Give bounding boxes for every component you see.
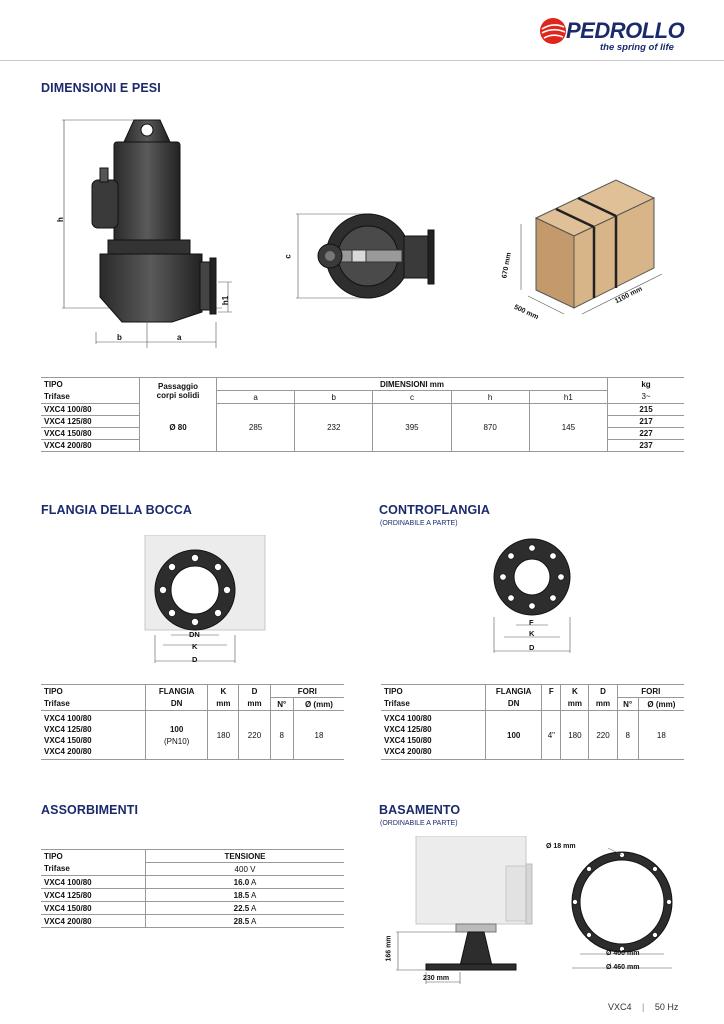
counter-o: 18 xyxy=(638,711,684,760)
flange-model: VXC4 150/80 xyxy=(44,736,92,745)
th-col-h1: h1 xyxy=(529,391,607,404)
th-col-c: c xyxy=(373,391,451,404)
dim-label-a: a xyxy=(177,333,182,342)
header-rule xyxy=(0,60,724,61)
footer-frequency: 50 Hz xyxy=(654,1002,679,1012)
dim-weight: 217 xyxy=(608,416,685,428)
flange-model: VXC4 125/80 xyxy=(44,725,92,734)
counterflange-table xyxy=(381,684,684,760)
counter-d: 220 xyxy=(589,711,617,760)
section-title-absorption: ASSORBIMENTI xyxy=(41,803,139,817)
flange-o: 18 xyxy=(293,711,344,760)
crate-length-label: 1100 mm xyxy=(614,285,644,306)
flange-label-d: D xyxy=(192,655,198,664)
crate-drawing xyxy=(506,168,666,318)
abs-unit: A xyxy=(251,890,257,900)
flange-dn-cell xyxy=(146,711,208,760)
counter-model: VXC4 100/80 xyxy=(384,714,432,723)
flange-model: VXC4 200/80 xyxy=(44,747,92,756)
counterflange-label-d: D xyxy=(529,643,535,652)
dim-label-h: h xyxy=(55,217,65,222)
abs-unit: A xyxy=(251,916,257,926)
th-mm: mm xyxy=(589,698,617,711)
base-width-label: 230 mm xyxy=(423,975,450,982)
counter-models xyxy=(381,711,486,760)
th-flangia: FLANGIA xyxy=(486,685,542,698)
flange-k: 180 xyxy=(208,711,239,760)
dim-label-h1: h1 xyxy=(221,295,231,306)
base-note: (ORDINABILE A PARTE) xyxy=(380,820,458,827)
dim-value-c: 395 xyxy=(373,404,451,452)
th-dn: DN xyxy=(146,698,208,711)
dim-label-b: b xyxy=(117,333,122,342)
dimensions-table xyxy=(41,377,684,452)
counter-model: VXC4 150/80 xyxy=(384,736,432,745)
th-col-a: a xyxy=(217,391,295,404)
th-tipo: TIPO xyxy=(381,685,486,698)
dim-value-h: 870 xyxy=(451,404,529,452)
pump-side-drawing xyxy=(52,112,242,352)
flange-label-dn: DN xyxy=(189,630,200,639)
section-title-dimensions: DIMENSIONI E PESI xyxy=(41,81,161,95)
abs-current-cell xyxy=(146,876,345,889)
abs-model: VXC4 200/80 xyxy=(41,915,146,928)
footer-model: VXC4 xyxy=(608,1002,632,1012)
abs-current: 16.0 xyxy=(233,877,250,887)
counterflange-drawing xyxy=(490,537,575,657)
th-tipo: TIPO xyxy=(41,850,146,863)
th-fori: FORI xyxy=(617,685,684,698)
base-d460-label: Ø 460 mm xyxy=(606,964,640,971)
dim-passage-value: Ø 80 xyxy=(140,404,217,452)
section-title-base: BASAMENTO xyxy=(379,803,461,817)
th-passage-1: Passaggio xyxy=(157,381,198,391)
brand-slogan: the spring of life xyxy=(600,42,674,53)
brand-logo xyxy=(538,14,688,54)
dim-weight: 227 xyxy=(608,428,685,440)
base-stand-drawing xyxy=(386,836,556,986)
brand-name: PEDROLLO xyxy=(566,18,685,43)
th-tipo: TIPO xyxy=(41,378,140,391)
th-dimensions: DIMENSIONI mm xyxy=(217,378,608,391)
globe-icon xyxy=(538,16,568,46)
counterflange-note: (ORDINABILE A PARTE) xyxy=(380,520,458,527)
counter-model: VXC4 200/80 xyxy=(384,747,432,756)
dim-value-h1: 145 xyxy=(529,404,607,452)
abs-unit: A xyxy=(251,903,257,913)
flange-n: 8 xyxy=(270,711,293,760)
th-tipo: TIPO xyxy=(41,685,146,698)
counter-model: VXC4 125/80 xyxy=(384,725,432,734)
counterflange-label-k: K xyxy=(529,629,535,638)
flange-label-k: K xyxy=(192,642,198,651)
th-phase: 3~ xyxy=(608,391,685,404)
dim-row-model: VXC4 100/80 xyxy=(41,404,140,416)
flange-d: 220 xyxy=(239,711,270,760)
counter-n: 8 xyxy=(617,711,638,760)
flange-table xyxy=(41,684,344,760)
flange-models xyxy=(41,711,146,760)
counter-dn: 100 xyxy=(486,711,542,760)
absorption-table xyxy=(41,849,344,928)
base-d400-label: Ø 400 mm xyxy=(606,950,640,957)
th-flangia: FLANGIA xyxy=(146,685,208,698)
dim-label-c: c xyxy=(283,254,293,259)
base-height-label: 166 mm xyxy=(385,935,393,962)
th-d: D xyxy=(589,685,617,698)
abs-current-cell xyxy=(146,915,345,928)
counter-f: 4" xyxy=(542,711,561,760)
counterflange-label-f: F xyxy=(529,618,534,627)
th-blank xyxy=(542,698,561,711)
abs-current: 22.5 xyxy=(233,903,250,913)
th-dn: DN xyxy=(486,698,542,711)
th-passage-2: corpi solidi xyxy=(156,390,200,400)
th-kg: kg xyxy=(608,378,685,391)
footer-separator: | xyxy=(642,1002,645,1012)
th-trifase: Trifase xyxy=(41,698,146,711)
pump-top-drawing xyxy=(292,210,442,302)
th-n: N° xyxy=(270,698,293,711)
abs-current: 28.5 xyxy=(233,916,250,926)
th-o: Ø (mm) xyxy=(293,698,344,711)
th-mm: mm xyxy=(208,698,239,711)
abs-voltage: 400 V xyxy=(146,863,345,876)
flange-model: VXC4 100/80 xyxy=(44,714,92,723)
dim-row-model: VXC4 150/80 xyxy=(41,428,140,440)
abs-unit: A xyxy=(251,877,257,887)
dim-value-a: 285 xyxy=(217,404,295,452)
th-tension: TENSIONE xyxy=(146,850,345,863)
base-hole-label: Ø 18 mm xyxy=(546,843,576,850)
th-mm: mm xyxy=(561,698,589,711)
th-trifase: Trifase xyxy=(41,863,146,876)
abs-current-cell xyxy=(146,902,345,915)
crate-depth-label: 500 mm xyxy=(512,303,540,322)
dim-value-b: 232 xyxy=(295,404,373,452)
th-col-b: b xyxy=(295,391,373,404)
th-fori: FORI xyxy=(270,685,344,698)
th-mm: mm xyxy=(239,698,270,711)
abs-current: 18.5 xyxy=(233,890,250,900)
th-d: D xyxy=(239,685,270,698)
dim-row-model: VXC4 125/80 xyxy=(41,416,140,428)
abs-model: VXC4 150/80 xyxy=(41,902,146,915)
section-title-counterflange: CONTROFLANGIA xyxy=(379,503,491,517)
counter-k: 180 xyxy=(561,711,589,760)
abs-model: VXC4 125/80 xyxy=(41,889,146,902)
th-o: Ø (mm) xyxy=(638,698,684,711)
section-title-flange: FLANGIA DELLA BOCCA xyxy=(41,503,192,517)
th-n: N° xyxy=(617,698,638,711)
th-k: K xyxy=(561,685,589,698)
dim-row-model: VXC4 200/80 xyxy=(41,440,140,452)
th-col-h: h xyxy=(451,391,529,404)
dim-weight: 215 xyxy=(608,404,685,416)
th-trifase: Trifase xyxy=(381,698,486,711)
abs-model: VXC4 100/80 xyxy=(41,876,146,889)
crate-height-label: 670 mm xyxy=(501,252,513,279)
flange-pn: (PN10) xyxy=(164,736,190,746)
th-passage xyxy=(140,378,217,404)
flange-dn: 100 xyxy=(169,724,184,734)
th-k: K xyxy=(208,685,239,698)
footer xyxy=(608,1002,678,1012)
flange-drawing xyxy=(140,535,270,665)
dim-weight: 237 xyxy=(608,440,685,452)
th-f: F xyxy=(542,685,561,698)
abs-current-cell xyxy=(146,889,345,902)
th-trifase: Trifase xyxy=(41,391,140,404)
